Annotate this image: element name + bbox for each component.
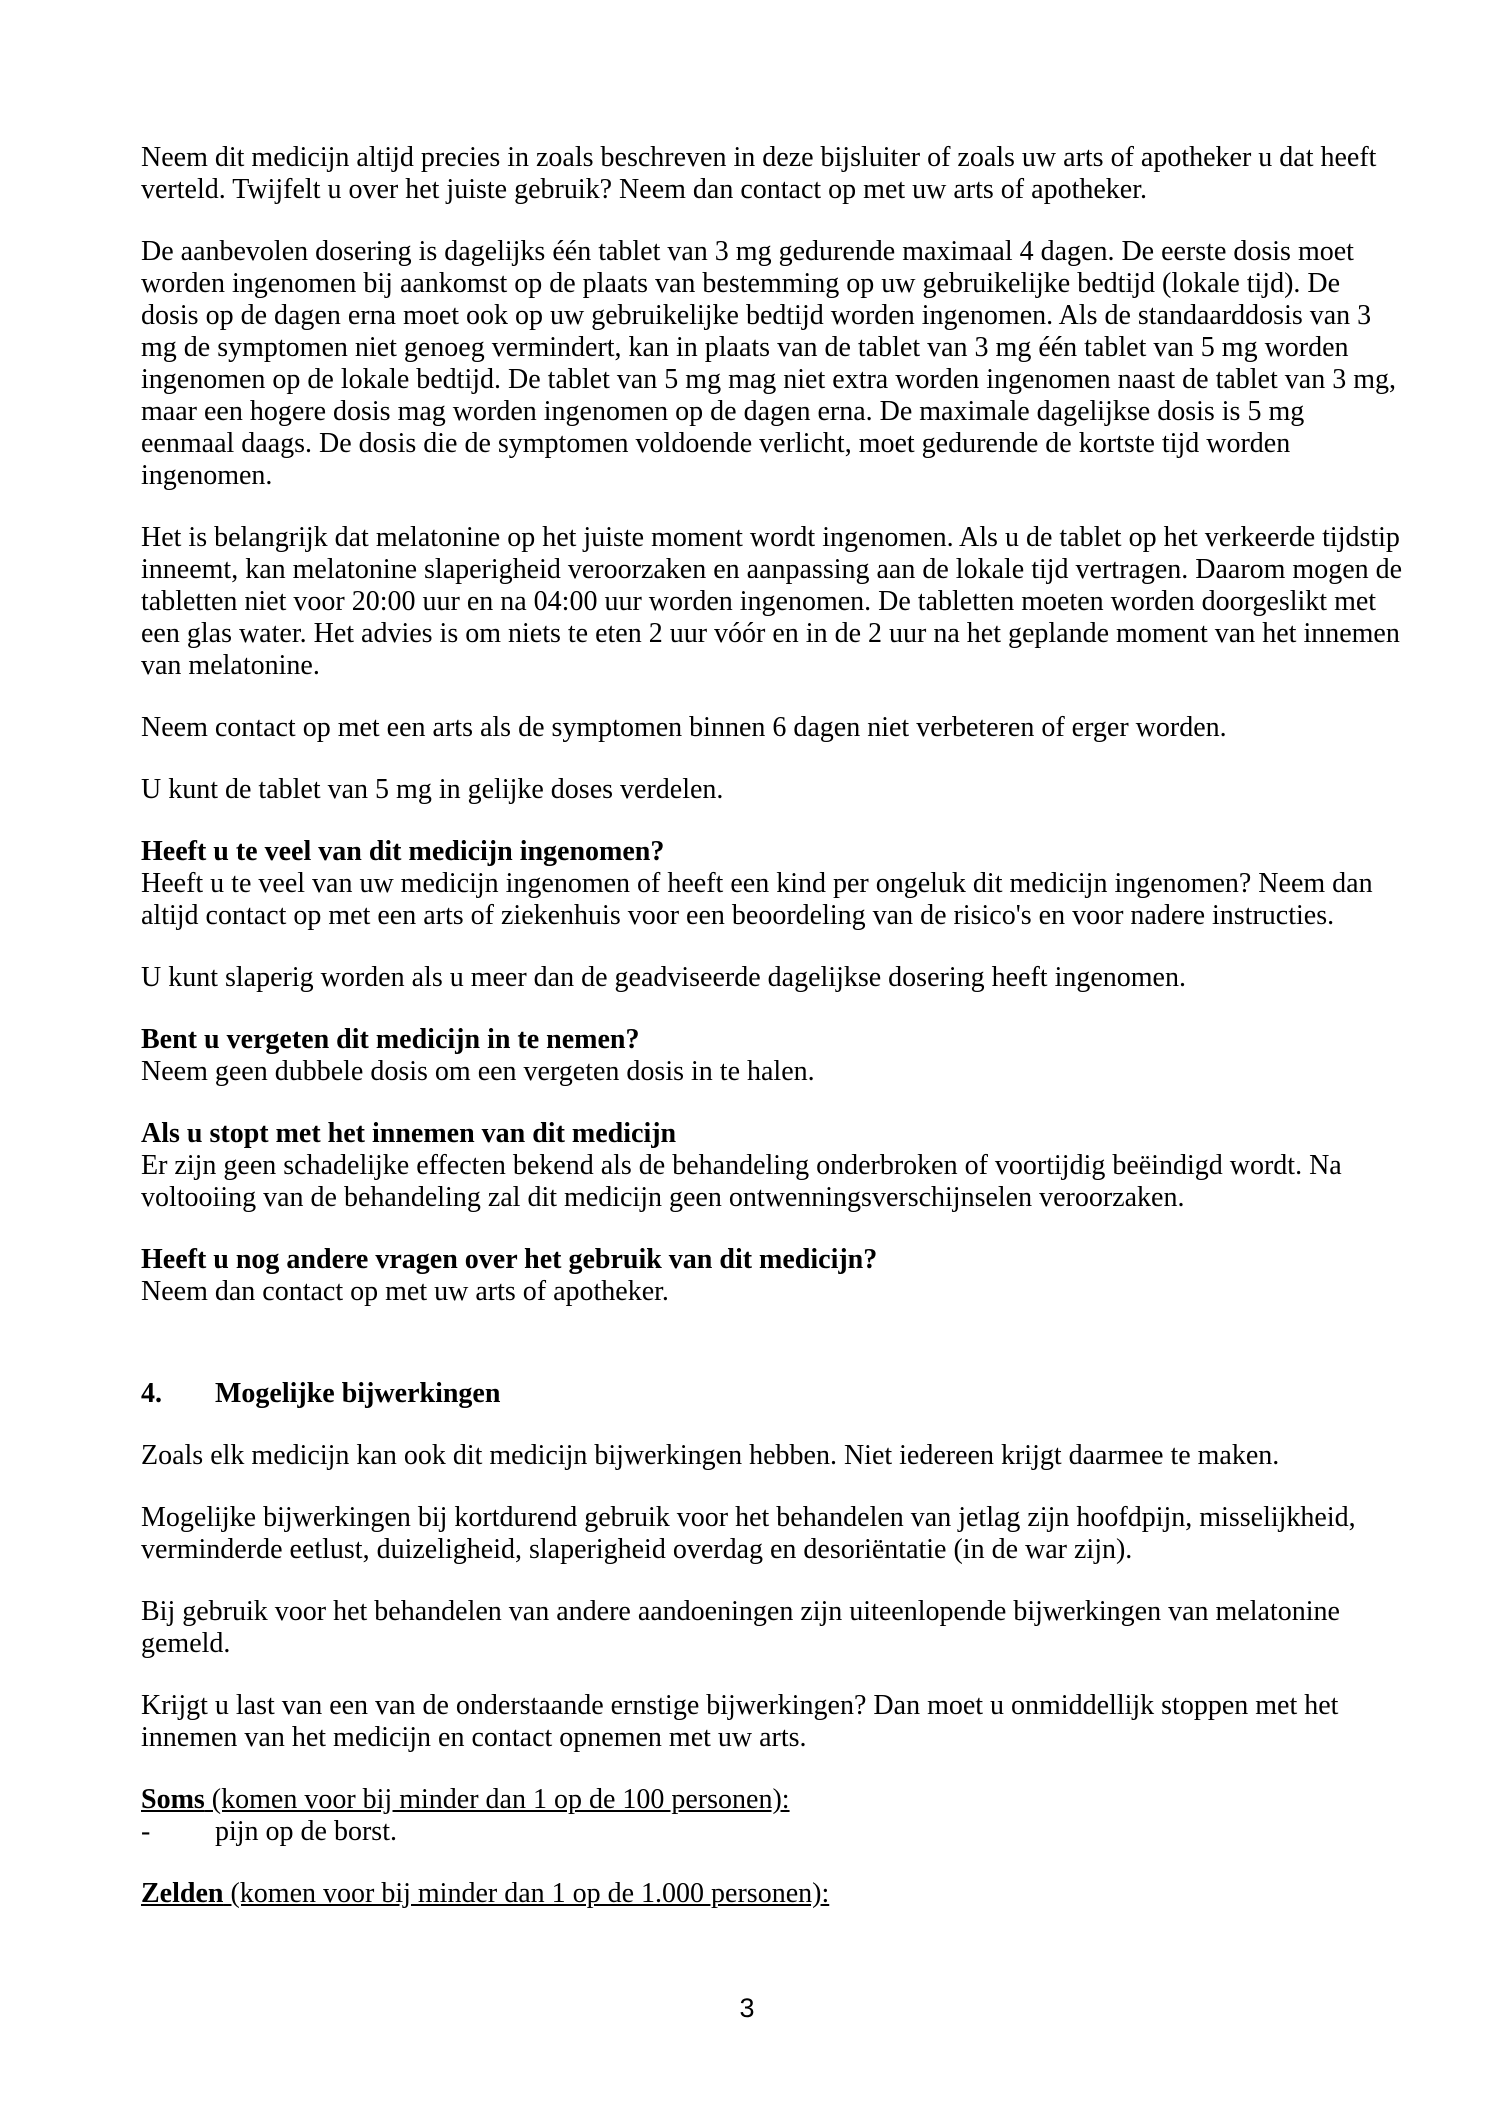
heading-forgotten: Bent u vergeten dit medicijn in te nemen? bbox=[141, 1024, 640, 1055]
frequency-zelden-label: Zelden bbox=[141, 1878, 224, 1909]
paragraph-contact-doctor: Neem contact op met een arts als de symptomen binnen 6 dagen niet verbeteren of erger worden. bbox=[141, 712, 1227, 743]
list-item-dash: - bbox=[141, 1816, 151, 1847]
paragraph-side-effects-serious: Krijgt u last van een van de onderstaande ernstige bijwerkingen? Dan moet u onmiddellijk stoppen met het innemen van het medicijn en contact opnemen met uw arts. bbox=[141, 1690, 1339, 1753]
section-4-title: Mogelijke bijwerkingen bbox=[215, 1378, 501, 1409]
frequency-zelden-description: (komen voor bij minder dan 1 op de 1.000 personen): bbox=[223, 1878, 830, 1909]
section-questions bbox=[141, 1244, 1403, 1308]
frequency-soms-block bbox=[141, 1784, 1403, 1848]
paragraph-side-effects-intro: Zoals elk medicijn kan ook dit medicijn bijwerkingen hebben. Niet iedereen krijgt daarmee te maken. bbox=[141, 1440, 1280, 1471]
list-item-text: pijn op de borst. bbox=[215, 1816, 397, 1847]
paragraph-sleepy: U kunt slaperig worden als u meer dan de geadviseerde dagelijkse dosering heeft ingenomen. bbox=[141, 962, 1186, 993]
paragraph-divide-tablet: U kunt de tablet van 5 mg in gelijke doses verdelen. bbox=[141, 774, 724, 805]
section-forgotten bbox=[141, 1024, 1403, 1088]
paragraph-dosage: De aanbevolen dosering is dagelijks één tablet van 3 mg gedurende maximaal 4 dagen. De eerste dosis moet worden ingenomen bij aankomst op de plaats van bestemming op uw gebruikelijke bedtijd (lokale tijd). De dosis op de dagen erna moet ook op uw gebruikelijke bedtijd worden ingenomen. Als de standaarddosis van 3 mg de symptomen niet genoeg vermindert, kan in plaats van de tablet van 3 mg één tablet van 5 mg worden ingenomen op de lokale bedtijd. De tablet van 5 mg mag niet extra worden ingenomen naast de tablet van 3 mg, maar een hogere dosis mag worden ingenomen op de dagen erna. De maximale dagelijkse dosis is 5 mg eenmaal daags. De dosis die de symptomen voldoende verlicht, moet gedurende de kortste tijd worden ingenomen. bbox=[141, 236, 1396, 491]
heading-overdose: Heeft u te veel van dit medicijn ingenomen? bbox=[141, 836, 665, 867]
paragraph-forgotten: Neem geen dubbele dosis om een vergeten dosis in te halen. bbox=[141, 1056, 815, 1087]
section-stopping bbox=[141, 1118, 1403, 1214]
section-overdose bbox=[141, 836, 1403, 932]
frequency-soms-description: (komen voor bij minder dan 1 op de 100 personen): bbox=[204, 1784, 790, 1815]
paragraph-side-effects-other: Bij gebruik voor het behandelen van andere aandoeningen zijn uiteenlopende bijwerkingen van melatonine gemeld. bbox=[141, 1596, 1340, 1659]
frequency-soms-label: Soms bbox=[141, 1784, 205, 1815]
paragraph-side-effects-jetlag: Mogelijke bijwerkingen bij kortdurend gebruik voor het behandelen van jetlag zijn hoofdpijn, misselijkheid, verminderde eetlust, duizeligheid, slaperigheid overdag en desoriëntatie (in de war zijn). bbox=[141, 1502, 1356, 1565]
frequency-zelden-block bbox=[141, 1878, 1403, 1910]
list-item-chest-pain bbox=[141, 1816, 1403, 1848]
frequency-soms-line bbox=[141, 1784, 1403, 1816]
section-4-heading bbox=[141, 1378, 1403, 1410]
document-body bbox=[141, 142, 1403, 1940]
heading-stopping: Als u stopt met het innemen van dit medicijn bbox=[141, 1118, 677, 1149]
paragraph-stopping: Er zijn geen schadelijke effecten bekend als de behandeling onderbroken of voortijdig beëindigd wordt. Na voltooiing van de behandeling zal dit medicijn geen ontwenningsverschijnselen veroorzaken. bbox=[141, 1150, 1342, 1213]
section-4-number: 4. bbox=[141, 1378, 162, 1409]
page-number: 3 bbox=[739, 1993, 755, 2023]
paragraph-timing: Het is belangrijk dat melatonine op het juiste moment wordt ingenomen. Als u de tablet op het verkeerde tijdstip inneemt, kan melatonine slaperigheid veroorzaken en aanpassing aan de lokale tijd vertragen. Daarom mogen de tabletten niet voor 20:00 uur en na 04:00 uur worden ingenomen. De tabletten moeten worden doorgeslikt met een glas water. Het advies is om niets te eten 2 uur vóór en in de 2 uur na het geplande moment van het innemen van melatonine. bbox=[141, 522, 1403, 681]
paragraph-overdose: Heeft u te veel van uw medicijn ingenomen of heeft een kind per ongeluk dit medicijn ingenomen? Neem dan altijd contact op met een arts of ziekenhuis voor een beoordeling van de risico's en voor nadere instructies. bbox=[141, 868, 1373, 931]
paragraph-questions: Neem dan contact op met uw arts of apotheker. bbox=[141, 1276, 669, 1307]
heading-questions: Heeft u nog andere vragen over het gebruik van dit medicijn? bbox=[141, 1244, 878, 1275]
paragraph-usage-intro: Neem dit medicijn altijd precies in zoals beschreven in deze bijsluiter of zoals uw arts of apotheker u dat heeft verteld. Twijfelt u over het juiste gebruik? Neem dan contact op met uw arts of apotheker. bbox=[141, 142, 1377, 205]
